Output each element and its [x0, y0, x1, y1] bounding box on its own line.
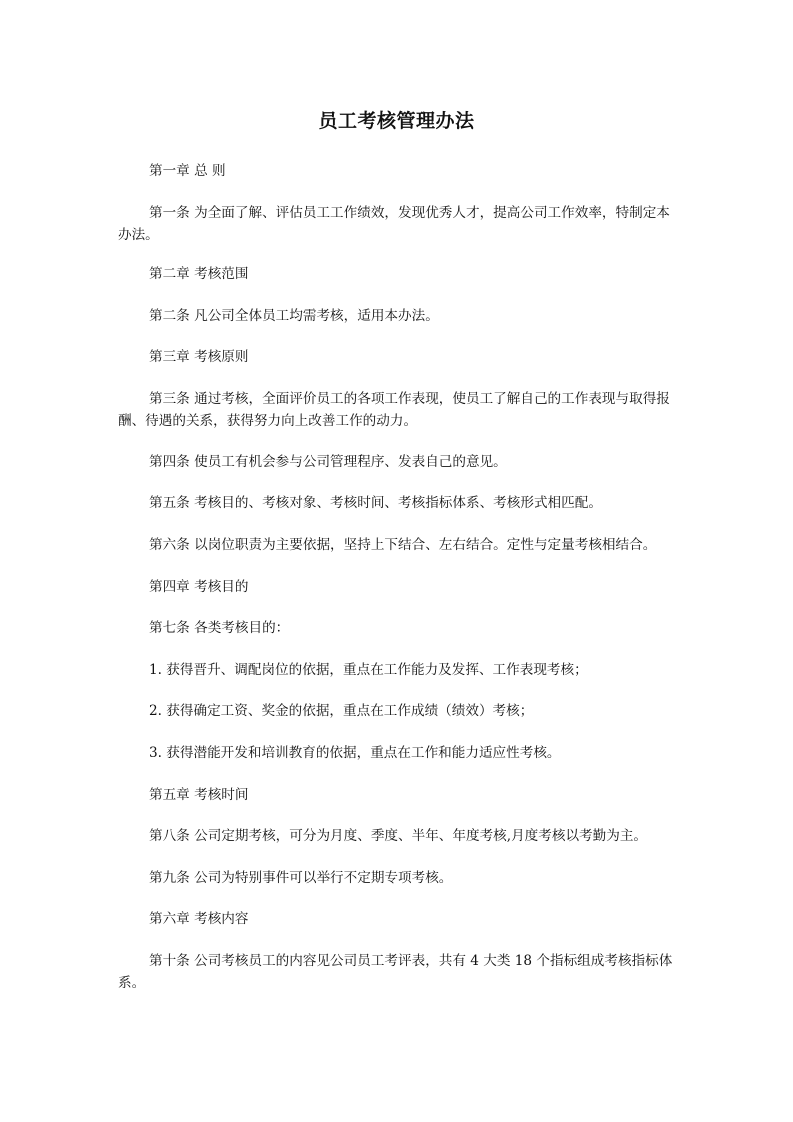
list-item: 1. 获得晋升、调配岗位的依据，重点在工作能力及发挥、工作表现考核； [149, 662, 588, 678]
list-item: 3. 获得潜能开发和培训教育的依据，重点在工作和能力适应性考核。 [149, 745, 561, 761]
document-title: 员工考核管理办法 [318, 110, 475, 132]
article-paragraph: 第二条 凡公司全体员工均需考核，适用本办法。 [149, 308, 439, 324]
list-item: 2. 获得确定工资、奖金的依据，重点在工作成绩（绩效）考核； [149, 703, 534, 719]
chapter-heading: 第六章 考核内容 [149, 911, 249, 927]
article-paragraph: 第三条 通过考核，全面评价员工的各项工作表现，使员工了解自己的工作表现与取得报酬、待遇的关系，获得努力向上改善工作的动力。 [118, 391, 670, 429]
article-paragraph: 第十条 公司考核员工的内容见公司员工考评表，共有 4 大类 18 个指标组成考核指标体系。 [118, 953, 673, 991]
chapter-heading: 第五章 考核时间 [149, 787, 249, 803]
article-paragraph: 第六条 以岗位职责为主要依据，坚持上下结合、左右结合。定性与定量考核相结合。 [149, 537, 657, 553]
article-paragraph: 第一条 为全面了解、评估员工工作绩效，发现优秀人才，提高公司工作效率，特制定本办法。 [118, 205, 670, 243]
chapter-heading: 第四章 考核目的 [149, 579, 249, 595]
chapter-heading: 第一章 总 则 [149, 163, 226, 179]
article-paragraph: 第八条 公司定期考核，可分为月度、季度、半年、年度考核,月度考核以考勤为主。 [149, 828, 648, 844]
chapter-heading: 第二章 考核范围 [149, 266, 249, 282]
article-paragraph: 第五条 考核目的、考核对象、考核时间、考核指标体系、考核形式相匹配。 [149, 495, 602, 511]
article-paragraph: 第九条 公司为特别事件可以举行不定期专项考核。 [149, 870, 453, 886]
article-paragraph: 第七条 各类考核目的： [149, 620, 290, 636]
chapter-heading: 第三章 考核原则 [149, 349, 249, 365]
article-paragraph: 第四条 使员工有机会参与公司管理程序、发表自己的意见。 [149, 454, 507, 470]
